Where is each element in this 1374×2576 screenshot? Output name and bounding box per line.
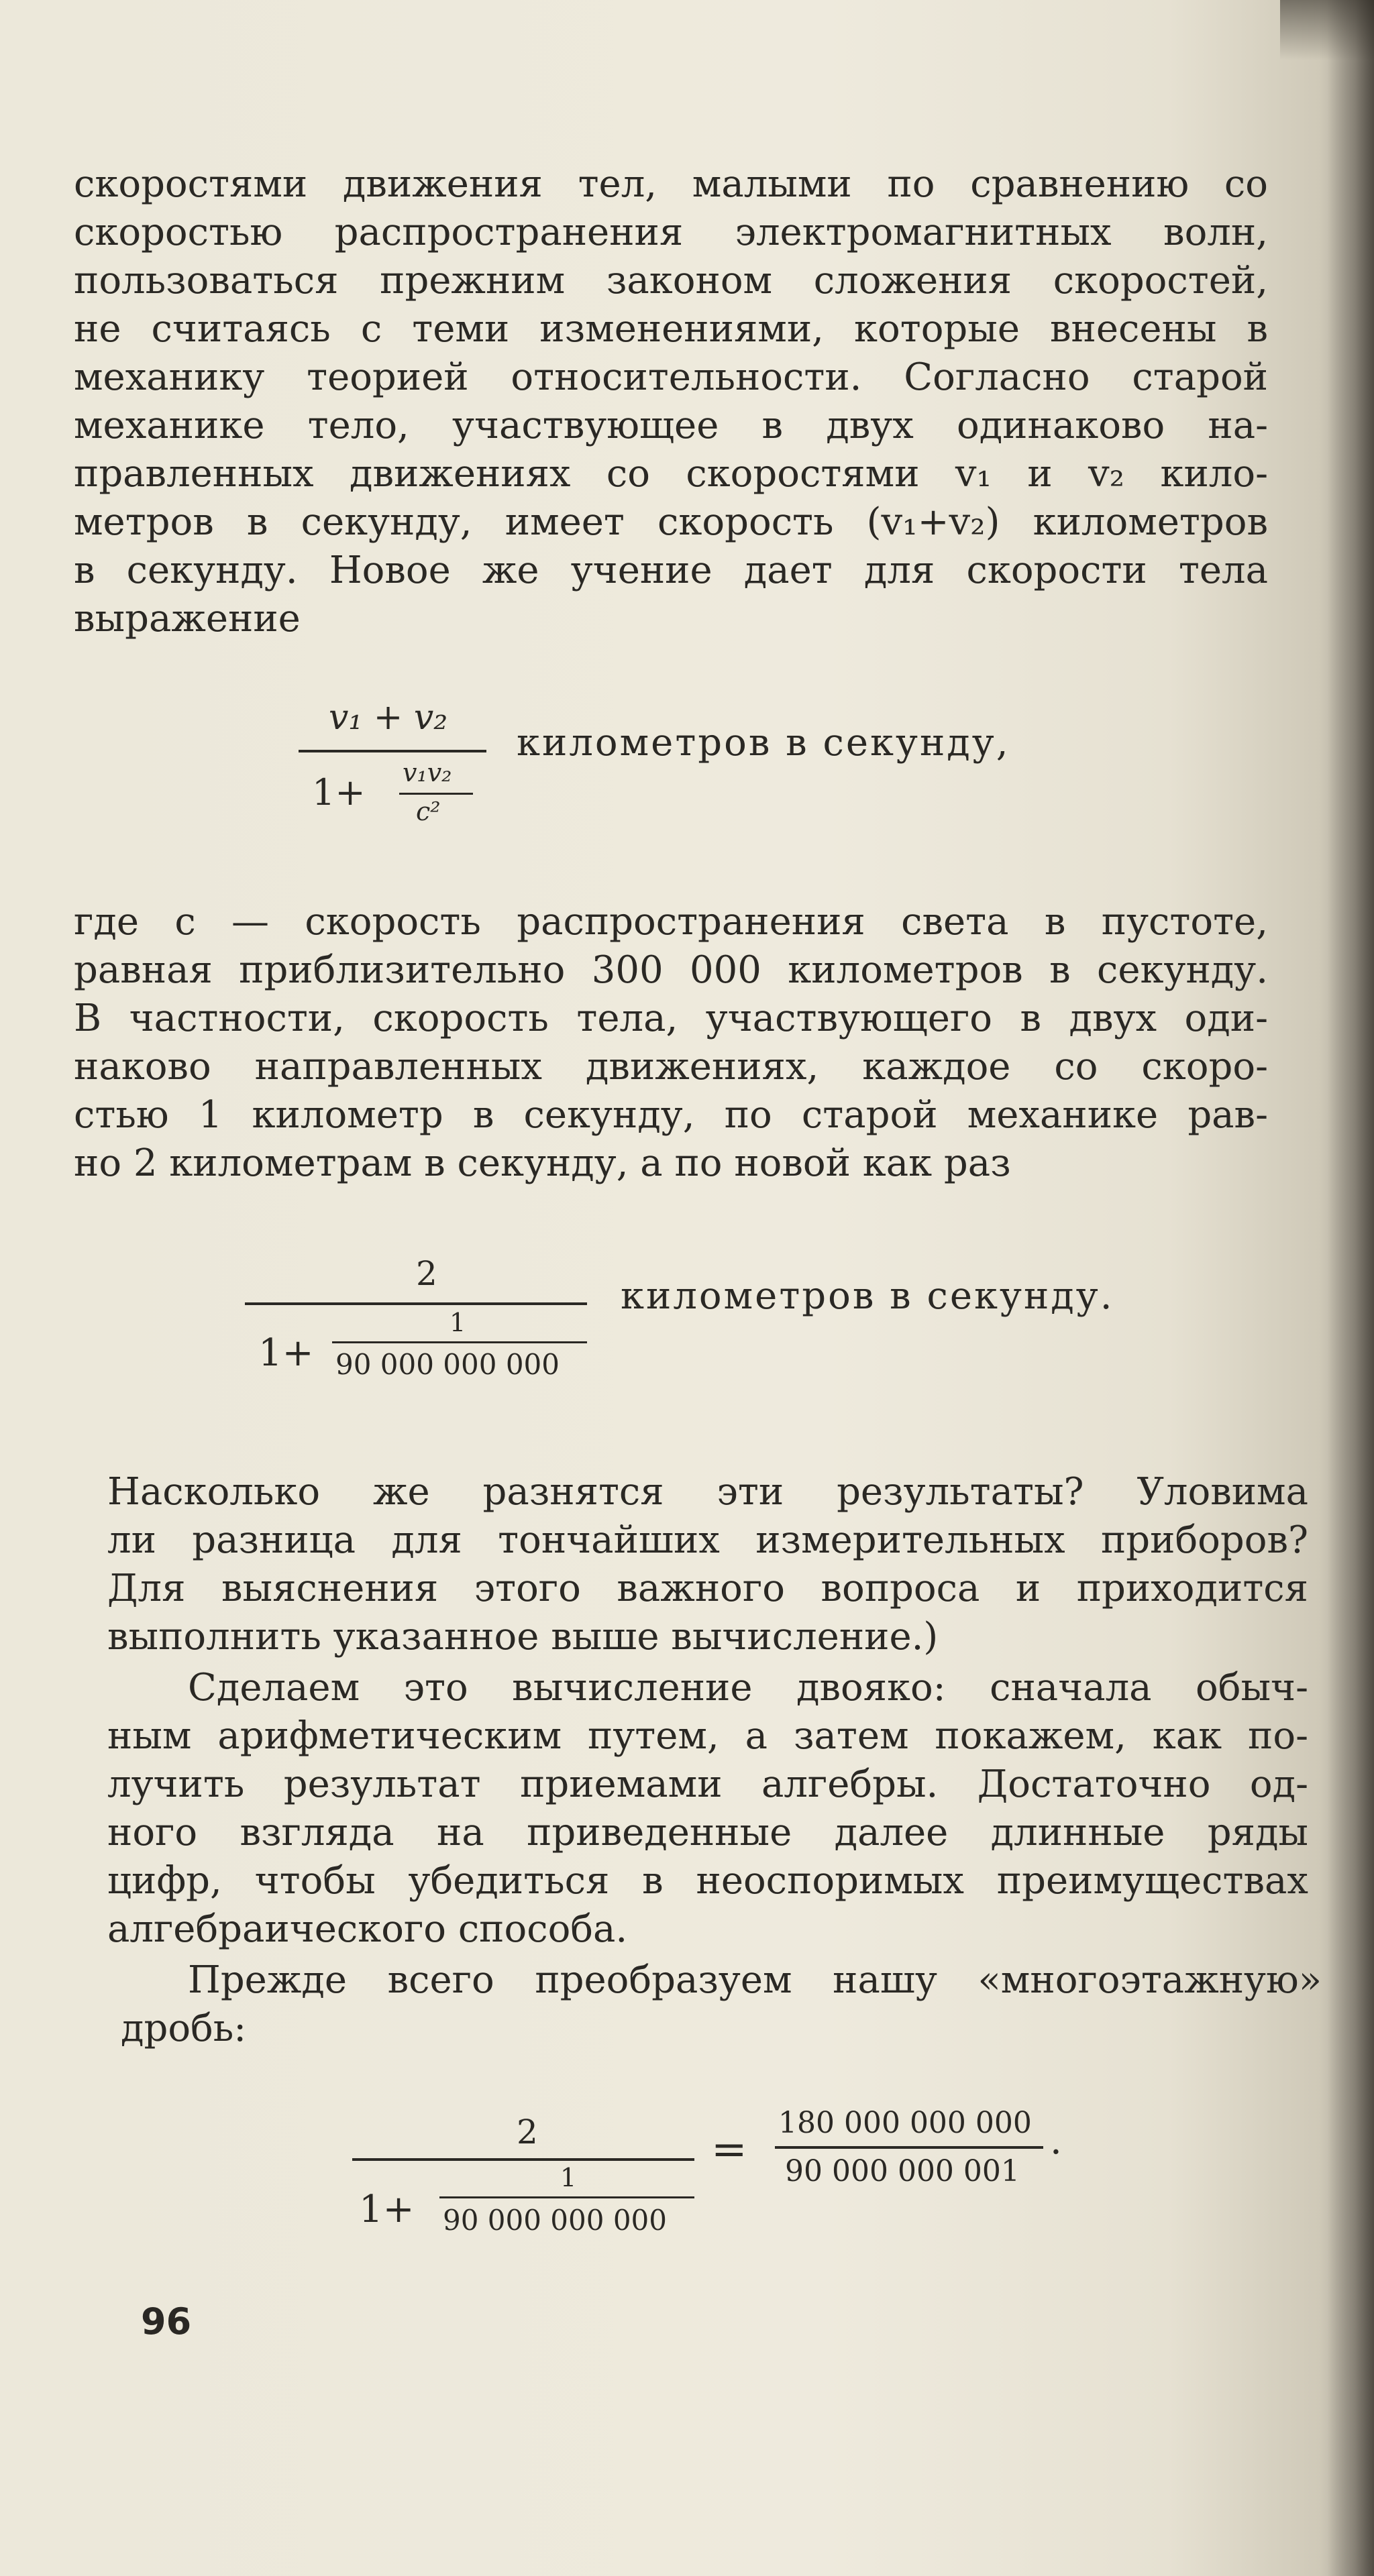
inner-fraction-bar: [399, 793, 473, 795]
text-line: ли разница для тончайших измерительных приборов?: [107, 1518, 1308, 1562]
text-line: Насколько же разнятся эти результаты? Уловима: [107, 1470, 1308, 1514]
text-line: в секунду. Новое же учение дает для скорости тела: [74, 549, 1268, 592]
text-line: Сделаем это вычисление двояко: сначала обыч-: [188, 1666, 1308, 1710]
text-line: скоростями движения тел, малыми по сравнению со: [74, 162, 1268, 206]
page-corner-shadow: [1280, 0, 1374, 60]
text-line: скоростью распространения электромагнитных волн,: [74, 211, 1268, 254]
text-line: где c — скорость распространения света в пустоте,: [74, 900, 1268, 944]
text-line: выражение: [74, 597, 301, 640]
formula-one-plus: 1+: [258, 1331, 314, 1375]
formula-period: .: [1050, 2119, 1062, 2163]
text-line: но 2 километрам в секунду, а по новой как раз: [74, 1141, 1011, 1185]
inner-fraction-bar: [439, 2196, 694, 2198]
text-line: механике тело, участвующее в двух одинаково на-: [74, 404, 1268, 447]
text-line: ного взгляда на приведенные далее длинные ряды: [107, 1811, 1308, 1854]
formula-numerator: v₁ + v₂: [329, 697, 448, 738]
formula-numerator: 2: [517, 2113, 538, 2151]
equals-sign: =: [711, 2125, 747, 2174]
rhs-denominator: 90 000 000 001: [785, 2154, 1020, 2188]
text-line: цифр, чтобы убедиться в неоспоримых преимуществах: [107, 1859, 1308, 1903]
text-line: Прежде всего преобразуем нашу «многоэтажную»: [188, 1958, 1322, 2002]
text-line: стью 1 километр в секунду, по старой механике рав-: [74, 1093, 1268, 1137]
text-line: дробь:: [121, 2007, 247, 2050]
text-line: Для выяснения этого важного вопроса и приходится: [107, 1567, 1308, 1610]
text-line: выполнить указанное выше вычисление.): [107, 1615, 939, 1659]
formula-suffix: километров в секунду.: [621, 1274, 1114, 1318]
rhs-numerator: 180 000 000 000: [778, 2106, 1032, 2140]
inner-numerator: 1: [560, 2163, 577, 2192]
formula-one-plus: 1+: [312, 771, 366, 814]
inner-denominator: 90 000 000 000: [443, 2204, 667, 2237]
fraction-bar: [245, 1302, 587, 1305]
text-line: алгебраического способа.: [107, 1907, 628, 1951]
page-number: 96: [141, 2300, 192, 2343]
inner-denominator: 90 000 000 000: [335, 1348, 560, 1381]
text-line: В частности, скорость тела, участвующего в двух оди-: [74, 997, 1268, 1040]
text-line: не считаясь с теми изменениями, которые внесены в: [74, 307, 1268, 351]
text-line: наково направленных движениях, каждое со скоро-: [74, 1045, 1268, 1088]
fraction-bar: [299, 750, 486, 752]
fraction-bar: [352, 2158, 694, 2161]
text-line: равная приблизительно 300 000 километров в секунду.: [74, 948, 1268, 992]
inner-numerator: v₁v₂: [403, 758, 452, 787]
text-line: пользоваться прежним законом сложения скоростей,: [74, 259, 1268, 302]
formula-suffix: километров в секунду,: [517, 721, 1010, 765]
inner-denominator: c²: [416, 797, 441, 826]
rhs-fraction-bar: [775, 2146, 1043, 2149]
inner-fraction-bar: [332, 1341, 587, 1343]
formula-numerator: 2: [416, 1254, 437, 1293]
text-line: ным арифметическим путем, а затем покажем, как по-: [107, 1714, 1308, 1758]
text-line: правленных движениях со скоростями v₁ и v₂ кило-: [74, 452, 1268, 496]
text-line: лучить результат приемами алгебры. Достаточно од-: [107, 1762, 1308, 1806]
formula-one-plus: 1+: [359, 2188, 415, 2231]
text-line: механику теорией относительности. Согласно старой: [74, 355, 1268, 399]
inner-numerator: 1: [450, 1308, 466, 1337]
page-spine-shadow: [1327, 0, 1374, 2576]
text-line: метров в секунду, имеет скорость (v₁+v₂) километров: [74, 500, 1268, 544]
